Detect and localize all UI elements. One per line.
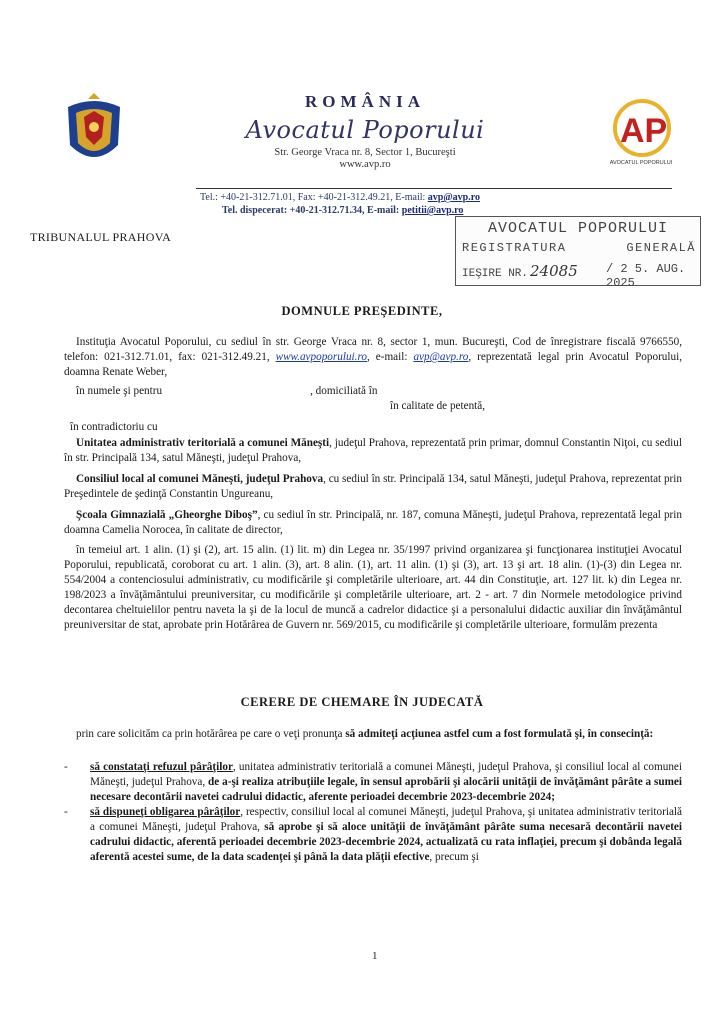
header-divider <box>196 188 672 189</box>
on-behalf-paragraph: în numele şi pentru , domiciliată în <box>76 385 378 397</box>
list-item: - să dispuneţi obligarea pârâţilor, respectiv, consiliul local al comunei Măneşti, judeţul Prahova, şi unitatea administrativ teritorială a comunei Măneşti, judeţul Prahova, să aprobe şi să aloce unităţii de învăţământ pârâte suma necesară decontării navetei cadrului didactic, aferentă perioadei decembrie 2023-decembrie 2024, actualizată cu rata inflaţiei, precum şi dobânda legală aferentă acestei sume, de la data scadenţei şi până la data plăţii efective, precum şi <box>64 806 683 863</box>
request-list <box>64 760 682 865</box>
defendant-3: Şcoala Gimnazială „Gheorghe Diboş”, cu sediul în str. Principală, nr. 187, comuna Măneşti, judeţul Prahova, reprezentată legal prin doamna Camelia Norocea, în calitate de director, <box>64 509 682 536</box>
page-number: 1 <box>372 950 378 962</box>
romania-coat-of-arms-icon <box>62 93 126 169</box>
letterhead <box>200 92 530 170</box>
institution-address: Str. George Vraca nr. 8, Sector 1, Bucureşti <box>274 147 456 158</box>
stamp-registry: REGISTRATURA GENERALĂ <box>462 241 696 255</box>
contact-line-2: Tel. dispecerat: +40-21-312.71.34, E-mail: petitii@avp.ro <box>222 205 464 216</box>
institution-website: www.avp.ro <box>339 159 391 170</box>
plaintiff-paragraph: Instituţia Avocatul Poporului, cu sediul în str. George Vraca nr. 8, sector 1, mun. Bucureşti, Cod de înregistrare fiscală 9766550, telefon: 021-312.71.01, fax: 021-312.49.21, www.avpoporului.ro, e-mail: avp@avp.ro, reprezentată legal prin Avocatul Poporului, doamna Renate Weber, <box>64 336 682 378</box>
stamp-date: / 2 5. AUG. 2025 <box>606 262 686 290</box>
stamp-institution: AVOCATUL POPORULUI <box>487 220 669 237</box>
registry-stamp <box>455 216 701 290</box>
country-name: ROMÂNIA <box>305 92 425 111</box>
email-link-petitii[interactable]: petitii@avp.ro <box>401 205 464 216</box>
salutation: DOMNULE PREŞEDINTE, <box>281 304 443 318</box>
avocatul-poporului-logo-icon <box>606 98 676 168</box>
list-item: - să constataţi refuzul pârâţilor, unitatea administrativ teritorială a comunei Măneşti, judeţul Prahova, şi consiliul local al comunei Măneşti, judeţul Prahova, de a-şi realiza atribuţiile legale, în sensul aprobării şi alocării unităţii de învăţământ pârâte a sumei necesare decontării navetei cadrului didactic, aferente perioadei decembrie 2023-decembrie 2024; <box>64 761 682 803</box>
email-link[interactable]: avp@avp.ro <box>413 351 469 363</box>
request-paragraph: prin care solicităm ca prin hotărârea pe care o veţi pronunţa să admiteţi acţiunea astfel cum a fost formulată şi, în consecinţă: <box>76 728 654 740</box>
logo-letters: AP <box>620 112 668 150</box>
legal-basis-paragraph: în temeiul art. 1 alin. (1) şi (2), art. 15 alin. (1) lit. m) din Legea nr. 35/1997 privind organizarea şi funcţionarea instituţiei Avocatul Poporului, republicată, coroborat cu art. 1 alin. (3), art. 8 alin. (1), art. 11 alin. (1) şi (3), art. 13 şi art. 18 alin. (1)-(3) din Legea nr. 554/2004 a contenciosului administrativ, cu modificările şi completările ulterioare, art. 44 din Constituţie, art. 127 lit. k) din Legea nr. 198/2023 a învăţământului preuniversitar, cu modificările şi completările ulterioare, art. 2 - art. 7 din Normele metodologice privind decontarea cheltuielilor pentru naveta la şi de la locul de muncă a cadrelor didactice şi a personalului didactic auxiliar din învăţământul preuniversitar de stat, aprobate prin Hotărârea de Guvern nr. 569/2015, cu modificările şi completările ulterioare, formulăm prezenta <box>64 544 682 631</box>
institution-name: Avocatul Poporului <box>245 116 485 144</box>
document-title: CERERE DE CHEMARE ÎN JUDECATĂ <box>240 695 484 709</box>
addressee: TRIBUNALUL PRAHOVA <box>30 230 172 244</box>
contact-line-1: Tel.: +40-21-312.71.01, Fax: +40-21-312.49.21, E-mail: avp@avp.ro <box>200 192 480 203</box>
petitioner-capacity: în calitate de petentă, <box>390 400 486 412</box>
defendant-1: Unitatea administrativ teritorială a comunei Măneşti, judeţul Prahova, reprezentată prin primar, domnul Constantin Niţoi, cu sediul în str. Principală 134, satul Măneşti, judeţul Prahova, <box>64 437 682 464</box>
website-link[interactable]: www.avpoporului.ro <box>275 351 367 363</box>
email-link-avp[interactable]: avp@avp.ro <box>427 192 480 203</box>
defendant-2: Consiliul local al comunei Măneşti, judeţul Prahova, cu sediul în str. Principală 134, satul Măneşti, judeţul Prahova, reprezentat prin Preşedintele de şedinţă Constantin Ungureanu, <box>64 473 682 500</box>
stamp-handwritten-number: 24085 <box>530 262 578 280</box>
contradictory-label: în contradictoriu cu <box>70 421 158 433</box>
logo-caption: AVOCATUL POPORULUI <box>609 160 673 166</box>
stamp-exit-number: IEŞIRE NR. 24085 <box>462 262 578 280</box>
